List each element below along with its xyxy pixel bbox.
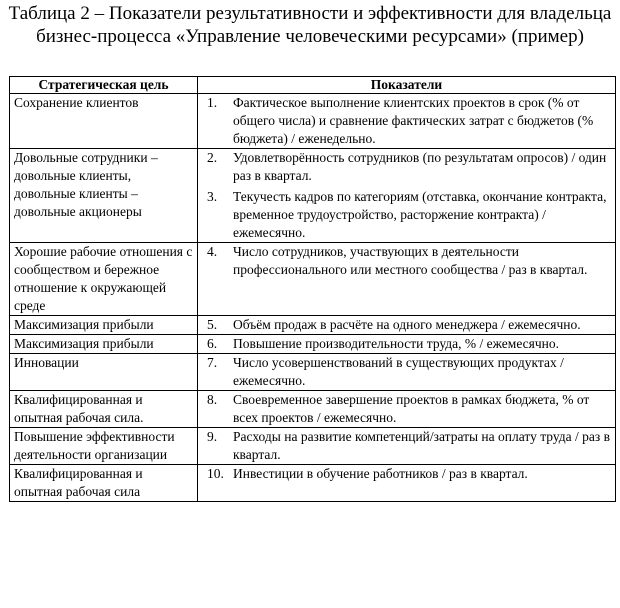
table-header-row	[10, 77, 616, 94]
indicator-item	[202, 94, 611, 148]
indicators-cell	[198, 335, 616, 354]
indicator-item	[202, 149, 611, 185]
indicators-cell	[198, 465, 616, 502]
strategic-goal-cell: Повышение эффективности деятельности организации	[10, 428, 198, 465]
indicator-text: Фактическое выполнение клиентских проектов в срок (% от общего числа) и сравнение фактических затрат с бюджетов (% бюджета) / еженедельно.	[233, 95, 594, 146]
strategic-goal-cell: Максимизация прибыли	[10, 316, 198, 335]
table-row	[10, 149, 616, 243]
indicator-item	[202, 465, 611, 483]
table-caption	[0, 2, 620, 48]
indicator-number: 6.	[207, 336, 218, 351]
indicator-text: Своевременное завершение проектов в рамках бюджета, % от всех проектов / ежемесячно.	[233, 392, 590, 425]
indicator-text: Число сотрудников, участвующих в деятельности профессионального или местного сообщества / раз в квартал.	[233, 244, 588, 277]
indicator-text: Текучесть кадров по категориям (отставка, окончание контракта, временное трудоустройство, расторжение контракта) / ежемесячно.	[233, 189, 607, 240]
indicator-text: Повышение производительности труда, % / ежемесячно.	[233, 336, 559, 351]
table-row	[10, 243, 616, 316]
indicator-number: 4.	[207, 244, 218, 259]
strategic-goal-cell: Сохранение клиентов	[10, 94, 198, 149]
strategic-goal-cell: Хорошие рабочие отношения с сообществом и бережное отношение к окружающей среде	[10, 243, 198, 316]
indicator-item	[202, 243, 611, 279]
indicators-cell	[198, 354, 616, 391]
indicator-item	[202, 188, 611, 242]
indicator-item	[202, 335, 611, 353]
caption-line-1: Таблица 2 – Показатели результативности и эффективности для владельца	[8, 3, 612, 24]
indicator-number: 7.	[207, 355, 218, 370]
indicator-text: Объём продаж в расчёте на одного менеджера / ежемесячно.	[233, 317, 581, 332]
indicator-number: 3.	[207, 189, 218, 204]
table-row	[10, 354, 616, 391]
table-row	[10, 335, 616, 354]
table-row	[10, 428, 616, 465]
indicator-text: Удовлетворённость сотрудников (по результатам опросов) / один раз в квартал.	[233, 150, 607, 183]
strategic-goal-cell: Квалифицированная и опытная рабочая сила.	[10, 391, 198, 428]
indicator-number: 8.	[207, 392, 218, 407]
indicators-table	[9, 76, 616, 502]
indicator-number: 5.	[207, 317, 218, 332]
indicators-cell	[198, 94, 616, 149]
table-body	[10, 94, 616, 502]
indicators-cell	[198, 391, 616, 428]
table-row	[10, 316, 616, 335]
indicators-cell	[198, 316, 616, 335]
indicator-text: Число усовершенствований в существующих продуктах / ежемесячно.	[233, 355, 564, 388]
indicator-number: 2.	[207, 150, 218, 165]
indicator-number: 1.	[207, 95, 218, 110]
strategic-goal-cell: Квалифицированная и опытная рабочая сила	[10, 465, 198, 502]
strategic-goal-cell: Довольные сотрудники – довольные клиенты, довольные клиенты – довольные акционеры	[10, 149, 198, 243]
strategic-goal-cell: Инновации	[10, 354, 198, 391]
indicator-item	[202, 316, 611, 334]
caption-line-2: бизнес-процесса «Управление человеческими ресурсами» (пример)	[36, 26, 584, 47]
indicator-item	[202, 354, 611, 390]
header-strategic-goal: Стратегическая цель	[10, 77, 198, 94]
indicator-item	[202, 428, 611, 464]
strategic-goal-cell: Максимизация прибыли	[10, 335, 198, 354]
table-row	[10, 94, 616, 149]
indicators-cell	[198, 428, 616, 465]
indicator-item	[202, 391, 611, 427]
indicator-text: Расходы на развитие компетенций/затраты на оплату труда / раз в квартал.	[233, 429, 610, 462]
indicator-number: 9.	[207, 429, 218, 444]
table-row	[10, 391, 616, 428]
indicators-cell	[198, 243, 616, 316]
header-indicators: Показатели	[198, 77, 616, 94]
table-row	[10, 465, 616, 502]
indicator-text: Инвестиции в обучение работников / раз в квартал.	[233, 466, 528, 481]
indicators-cell	[198, 149, 616, 243]
indicator-number: 10.	[207, 466, 224, 481]
